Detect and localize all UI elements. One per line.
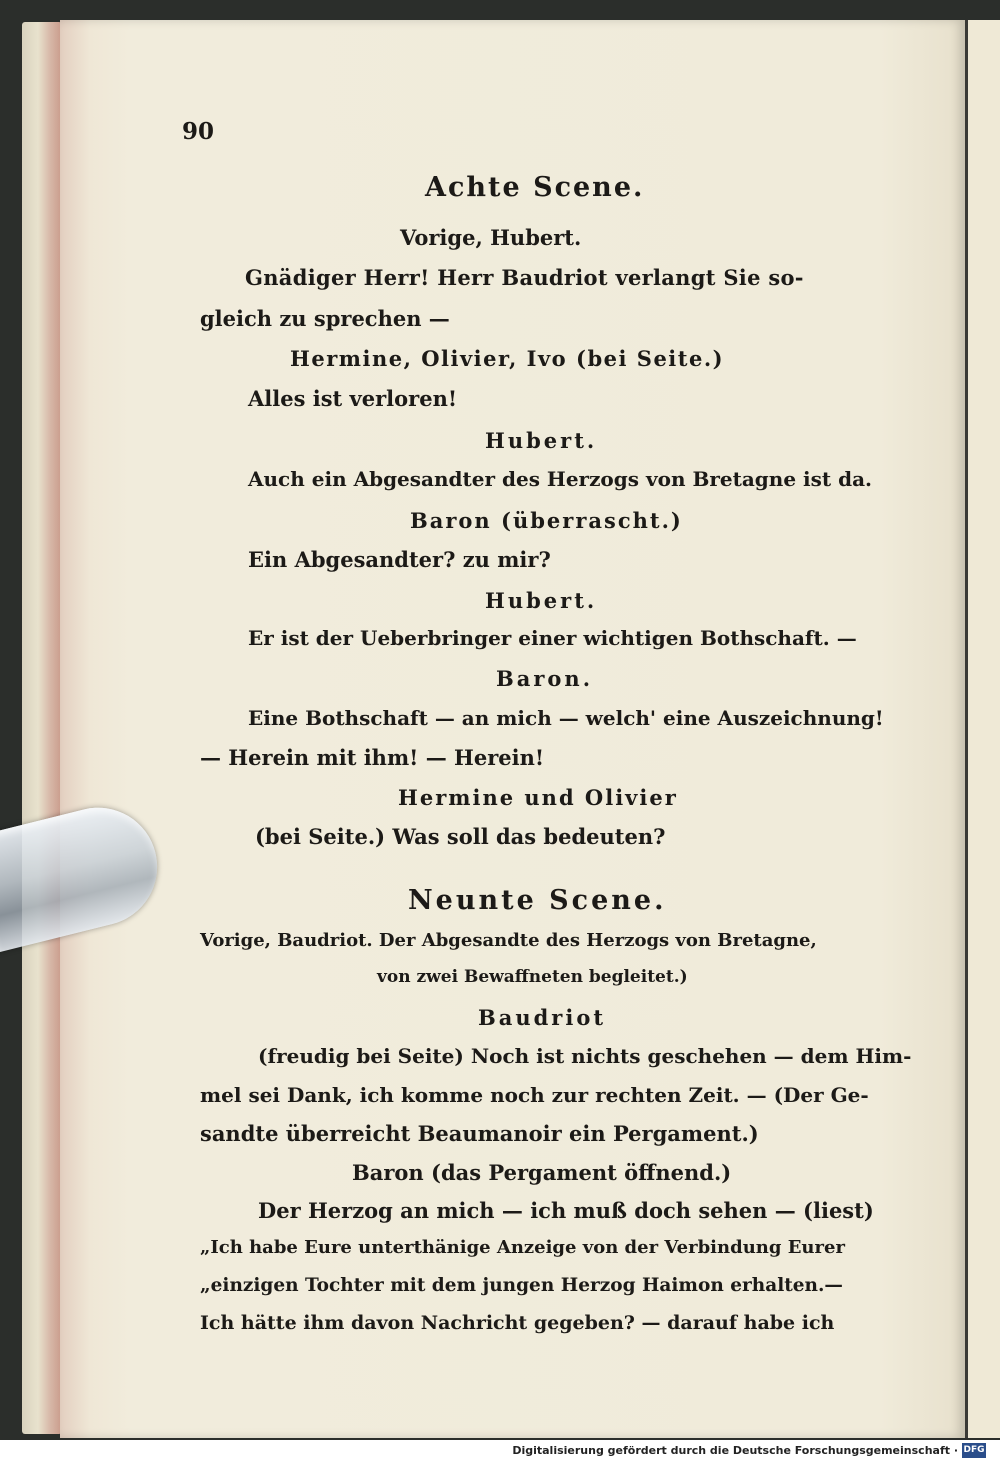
- speaker-label: Hermine und Olivier: [398, 785, 678, 810]
- dialogue-line: (freudig bei Seite) Noch ist nichts geschehen — dem Him-: [258, 1044, 912, 1068]
- scene-cast-8: Vorige, Hubert.: [400, 225, 582, 250]
- dialogue-line: (bei Seite.) Was soll das bedeuten?: [255, 824, 666, 849]
- dialogue-line: Auch ein Abgesandter des Herzogs von Bretagne ist da.: [248, 467, 872, 491]
- scene-cast-9-cont: von zwei Bewaffneten begleitet.): [377, 967, 688, 987]
- dialogue-line: Alles ist verloren!: [248, 386, 458, 411]
- dialogue-line: sandte überreicht Beaumanoir ein Pergament.): [200, 1121, 759, 1146]
- dialogue-line: — Herein mit ihm! — Herein!: [200, 745, 545, 770]
- page-number: 90: [182, 118, 215, 145]
- scene-title-8: Achte Scene.: [425, 172, 645, 203]
- dialogue-line: Er ist der Ueberbringer einer wichtigen Bothschaft. —: [248, 626, 857, 650]
- book-edge: [22, 22, 62, 1434]
- dialogue-line: „Ich habe Eure unterthänige Anzeige von der Verbindung Eurer: [200, 1237, 845, 1258]
- scene-title-9: Neunte Scene.: [408, 885, 667, 916]
- speaker-label: Baron (das Pergament öffnend.): [352, 1160, 732, 1185]
- speaker-label: Baron.: [496, 666, 594, 691]
- dialogue-line: Gnädiger Herr! Herr Baudriot verlangt Sie so-: [245, 265, 804, 290]
- dialogue-line: Eine Bothschaft — an mich — welch' eine Auszeichnung!: [248, 706, 884, 730]
- dialogue-line: Ich hätte ihm davon Nachricht gegeben? — darauf habe ich: [200, 1312, 835, 1334]
- scene-cast-9: Vorige, Baudriot. Der Abgesandte des Herzogs von Bretagne,: [200, 930, 817, 951]
- speaker-label: Baron (überrascht.): [410, 508, 683, 533]
- dfg-logo: DFG: [962, 1443, 986, 1458]
- facing-page-edge: [965, 20, 1000, 1438]
- speaker-label: Hubert.: [485, 588, 598, 613]
- dialogue-line: mel sei Dank, ich komme noch zur rechten Zeit. — (Der Ge-: [200, 1083, 869, 1107]
- dialogue-line: Ein Abgesandter? zu mir?: [248, 547, 551, 572]
- speaker-label: Baudriot: [478, 1005, 607, 1030]
- dialogue-line: Der Herzog an mich — ich muß doch sehen — (liest): [258, 1198, 874, 1223]
- dialogue-line: „einzigen Tochter mit dem jungen Herzog Haimon erhalten.—: [200, 1275, 843, 1296]
- funding-notice: Digitalisierung gefördert durch die Deutsche Forschungsgemeinschaft ·: [512, 1444, 958, 1457]
- speaker-label: Hermine, Olivier, Ivo (bei Seite.): [290, 346, 725, 371]
- dialogue-line: gleich zu sprechen —: [200, 306, 450, 331]
- speaker-label: Hubert.: [485, 428, 598, 453]
